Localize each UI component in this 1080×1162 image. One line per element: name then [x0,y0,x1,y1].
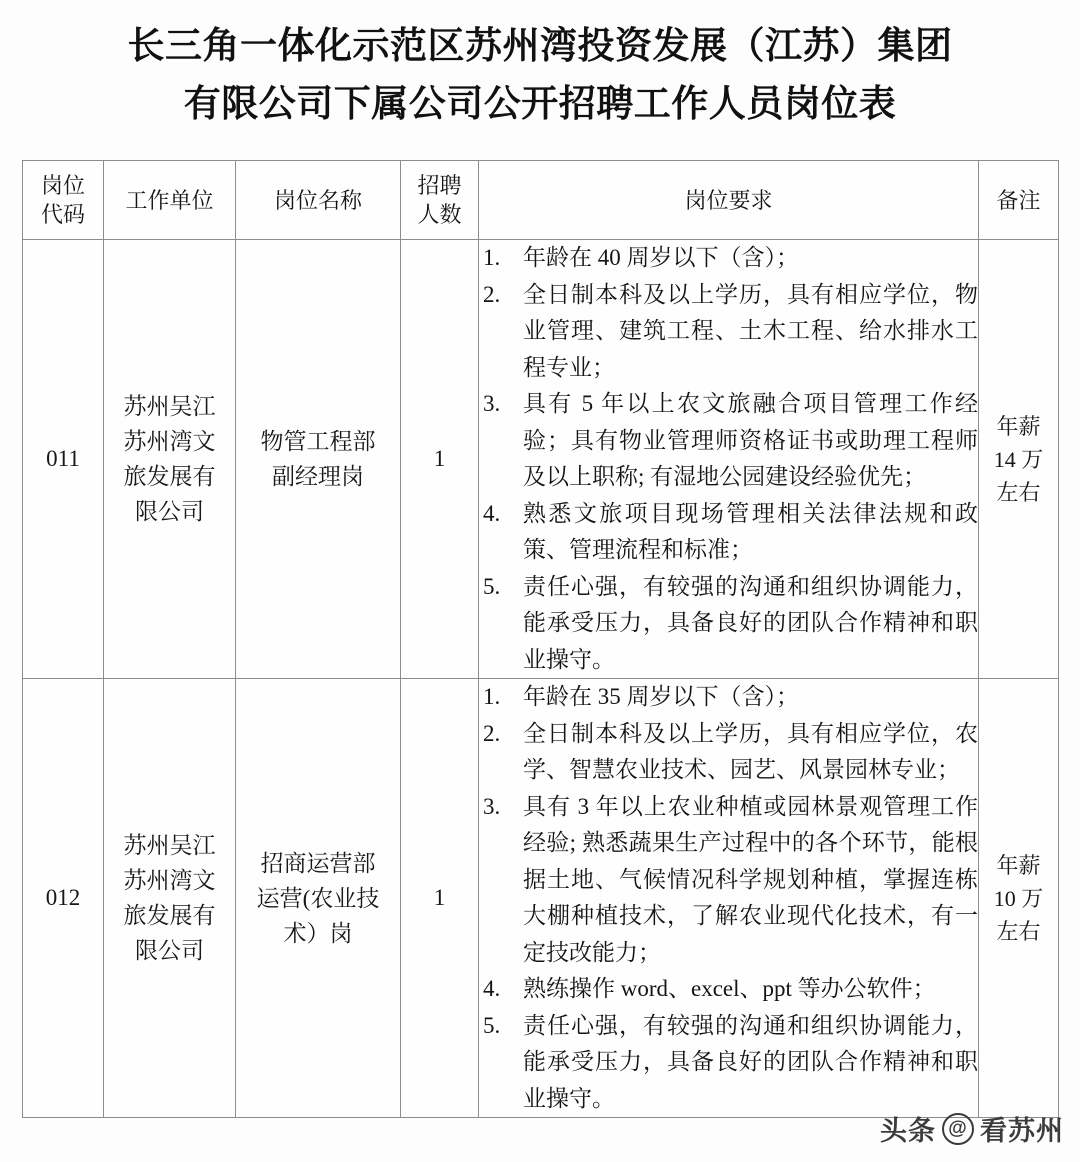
cell-position-name-line: 物管工程部 [260,429,376,454]
table-row [23,679,1059,1118]
column-header-job-code [23,161,104,240]
job-listing-table-container [22,160,1058,1118]
requirement-item: 年龄在 40 周岁以下（含）； [523,245,799,270]
table-row [23,240,1059,679]
requirements-list [479,679,978,1117]
requirement-item: 熟练操作 word、excel、ppt 等办公软件； [523,976,936,1001]
title-line-1: 长三角一体化示范区苏州湾投资发展（江苏）集团 [127,26,953,67]
cell-requirements [479,240,979,679]
title-line-2: 有限公司下属公司公开招聘工作人员岗位表 [183,84,897,125]
requirement-item: 具有 3 年以上农业种植或园林景观管理工作经验; 熟悉蔬果生产过程中的各个环节，能根据土地、气候情况科学规划种植，掌握连栋大棚种植技术，了解农业现代化技术，有一定技改能力； [523,793,978,965]
cell-work-unit-line: 旅发展有 [123,464,216,489]
cell-remarks-line: 14 万 [993,446,1044,472]
requirement-item: 全日制本科及以上学历，具有相应学位，物业管理、建筑工程、土木工程、给水排水工程专业； [523,281,978,380]
cell-work-unit-line: 限公司 [135,499,204,524]
requirement-item: 责任心强，有较强的沟通和组织协调能力，能承受压力，具备良好的团队合作精神和职业操守。 [523,1012,978,1111]
cell-position-name-line: 副经理岗 [272,464,364,489]
watermark-brand: 头条 [880,1116,936,1146]
column-header-position-name: 岗位名称 [236,161,401,240]
cell-position-name-line: 运营(农业技 [256,885,380,911]
column-header-requirements: 岗位要求 [479,161,979,240]
table-header [23,161,1059,240]
cell-remarks-line: 10 万 [993,885,1044,911]
column-header-headcount-line1: 招聘 [417,173,462,198]
cell-headcount: 1 [401,240,479,679]
cell-work-unit [104,679,236,1118]
requirements-list [479,240,978,678]
cell-position-name [236,240,401,679]
cell-headcount: 1 [401,679,479,1118]
cell-work-unit-line: 苏州湾文 [123,868,216,893]
cell-work-unit-line: 苏州湾文 [123,429,216,454]
cell-work-unit [104,240,236,679]
at-symbol-icon: @ [942,1113,974,1145]
cell-requirements [479,679,979,1118]
column-header-headcount-line2: 人数 [417,202,462,227]
cell-position-name-line: 招商运营部 [260,850,376,876]
cell-remarks-line: 左右 [996,479,1041,505]
column-header-headcount [401,161,479,240]
cell-work-unit-line: 限公司 [135,938,204,963]
cell-remarks-line: 年薪 [996,852,1041,878]
cell-work-unit-line: 苏州吴江 [123,394,216,419]
cell-work-unit-line: 苏州吴江 [123,833,216,858]
cell-remarks [979,679,1059,1118]
document-title [0,0,1080,134]
requirement-item: 全日制本科及以上学历，具有相应学位，农学、智慧农业技术、园艺、风景园林专业； [523,720,978,782]
cell-job-code: 011 [23,240,104,679]
requirement-item: 具有 5 年以上农文旅融合项目管理工作经验；具有物业管理师资格证书或助理工程师及以上职称; 有湿地公园建设经验优先； [523,391,978,489]
requirement-item: 年龄在 35 周岁以下（含）； [523,684,799,709]
cell-remarks-line: 年薪 [996,413,1041,439]
column-header-job-code-line1: 岗位 [40,173,85,198]
cell-remarks-line: 左右 [996,918,1041,944]
column-header-remarks: 备注 [979,161,1059,240]
column-header-job-code-line2: 代码 [40,202,85,227]
table-body [23,240,1059,1118]
cell-work-unit-line: 旅发展有 [123,903,216,928]
cell-remarks [979,240,1059,679]
watermark-account: 看苏州 [980,1116,1064,1146]
column-header-work-unit: 工作单位 [104,161,236,240]
cell-job-code: 012 [23,679,104,1118]
requirement-item: 责任心强，有较强的沟通和组织协调能力，能承受压力，具备良好的团队合作精神和职业操守。 [523,573,978,672]
cell-position-name-line: 术）岗 [283,920,353,946]
requirement-item: 熟悉文旅项目现场管理相关法律法规和政策、管理流程和标准； [523,500,978,562]
cell-position-name [236,679,401,1118]
table-header-row [23,161,1059,240]
job-listing-table [22,160,1059,1118]
